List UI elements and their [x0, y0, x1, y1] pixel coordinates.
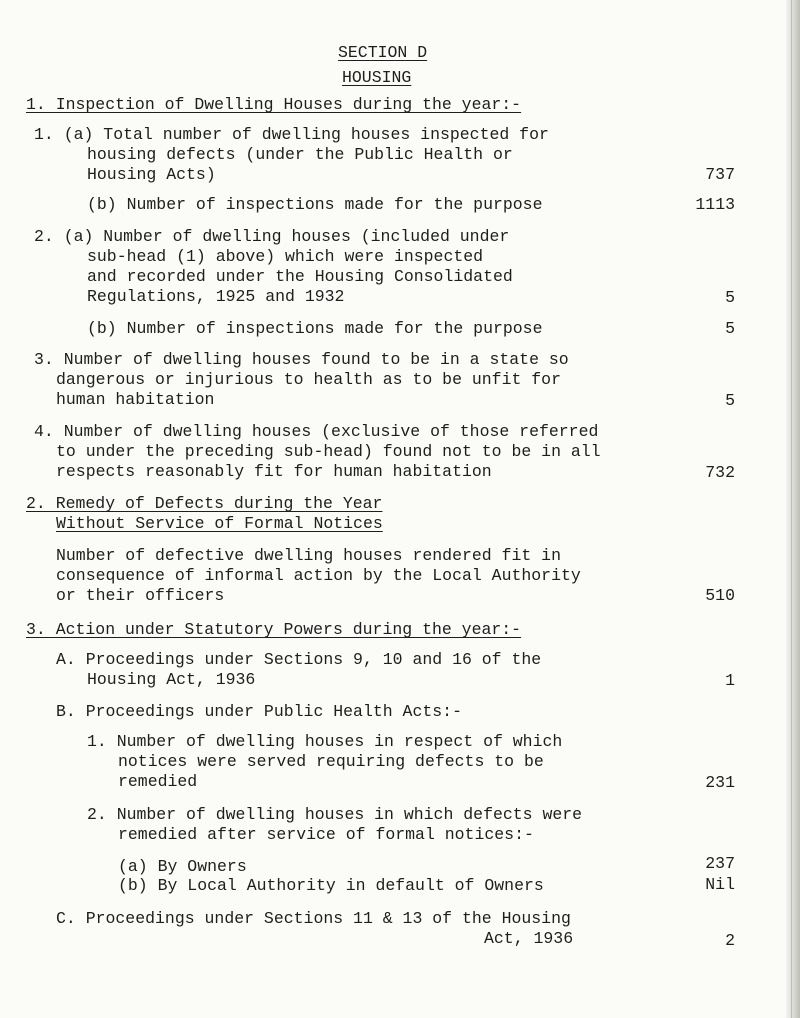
itemA-line1: A. Proceedings under Sections 9, 10 and 16 of the: [56, 650, 542, 669]
part2-line1: Number of defective dwelling houses rendered fit in: [56, 546, 561, 565]
item2b-value: 5: [725, 319, 735, 338]
itemB1-line3: remedied: [118, 772, 198, 791]
itemB2-line2: remedied after service of formal notices:-: [118, 825, 534, 844]
itemC-line1: C. Proceedings under Sections 11 & 13 of the Housing: [56, 909, 571, 928]
itemC-line2: Act, 1936: [484, 929, 574, 948]
item4-value: 732: [705, 463, 735, 482]
item2a-value: 5: [725, 288, 735, 307]
section-label: SECTION D: [338, 43, 428, 62]
item4-line3: respects reasonably fit for human habitation: [56, 462, 492, 481]
part3-heading: 3. Action under Statutory Powers during the year:-: [26, 620, 522, 639]
itemB-heading: B. Proceedings under Public Health Acts:-: [56, 702, 462, 721]
page-title: HOUSING: [342, 68, 412, 87]
part1-heading: 1. Inspection of Dwelling Houses during the year:-: [26, 95, 522, 114]
item1a-line2: housing defects (under the Public Health or: [87, 145, 513, 164]
part2-value: 510: [705, 586, 735, 605]
item2a-line3: and recorded under the Housing Consolidated: [87, 267, 513, 286]
itemB2b-text: (b) By Local Authority in default of Owners: [118, 876, 544, 895]
item1a-line3: Housing Acts): [87, 165, 216, 184]
itemB2a-value: 237: [705, 854, 735, 873]
itemA-value: 1: [725, 671, 735, 690]
item4-line1: 4. Number of dwelling houses (exclusive of those referred: [34, 422, 599, 441]
item1b-value: 1113: [695, 195, 735, 214]
item3-line3: human habitation: [56, 390, 215, 409]
item1b-text: (b) Number of inspections made for the purpose: [87, 195, 543, 214]
itemA-line2: Housing Act, 1936: [87, 670, 256, 689]
item1a-line1: 1. (a) Total number of dwelling houses inspected for: [34, 125, 549, 144]
item2b-text: (b) Number of inspections made for the purpose: [87, 319, 543, 338]
item3-value: 5: [725, 391, 735, 410]
itemB2b-value: Nil: [705, 875, 735, 894]
itemB1-line2: notices were served requiring defects to be: [118, 752, 544, 771]
item3-line1: 3. Number of dwelling houses found to be in a state so: [34, 350, 569, 369]
item3-line2: dangerous or injurious to health as to be unfit for: [56, 370, 561, 389]
item2a-line2: sub-head (1) above) which were inspected: [87, 247, 484, 266]
itemC-value: 2: [725, 931, 735, 950]
item2a-line4: Regulations, 1925 and 1932: [87, 287, 345, 306]
itemB1-value: 231: [705, 773, 735, 792]
part2-heading-line2: Without Service of Formal Notices: [56, 514, 383, 533]
itemB2-line1: 2. Number of dwelling houses in which defects were: [87, 805, 583, 824]
part2-line3: or their officers: [56, 586, 225, 605]
item1a-value: 737: [705, 165, 735, 184]
itemB2a-text: (a) By Owners: [118, 857, 247, 876]
itemB1-line1: 1. Number of dwelling houses in respect of which: [87, 732, 563, 751]
page-edge-shadow: [786, 0, 800, 1018]
item4-line2: to under the preceding sub-head) found not to be in all: [56, 442, 601, 461]
part2-line2: consequence of informal action by the Local Authority: [56, 566, 581, 585]
item2a-line1: 2. (a) Number of dwelling houses (included under: [34, 227, 510, 246]
page-edge-line: [791, 0, 792, 1018]
part2-heading-line1: 2. Remedy of Defects during the Year: [26, 494, 383, 513]
